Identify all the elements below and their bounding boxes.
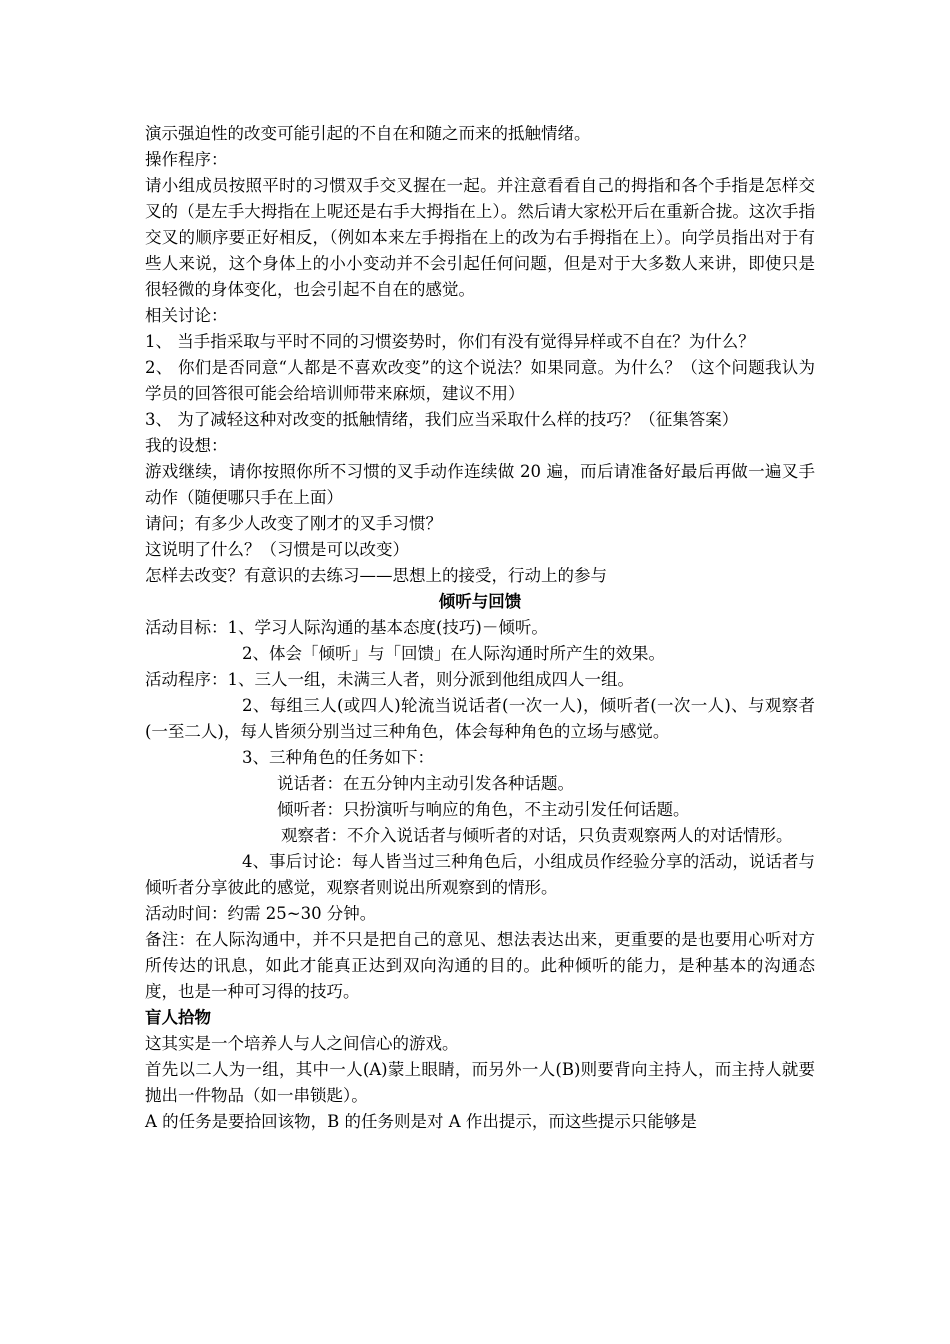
step-line-4-text: 4、事后讨论：每人皆当过三种角色后，小组成员作经验分享的活动，说话者与倾听者分享彼此的感觉，观察者则说出所观察到的情形。 xyxy=(145,852,815,897)
blind-line-2: 首先以二人为一组，其中一人(A)蒙上眼睛，而另外一人(B)则要背向主持人，而主持人就要抛出一件物品（如一串锁匙）。 xyxy=(145,1060,815,1105)
intro-line: 演示强迫性的改变可能引起的不自在和随之而来的抵触情绪。 xyxy=(145,124,591,143)
role-speaker: 说话者：在五分钟内主动引发各种话题。 xyxy=(277,774,574,793)
question-line: 请问；有多少人改变了刚才的叉手习惯？ xyxy=(145,514,442,533)
remark-text: 备注：在人际沟通中，并不只是把自己的意见、想法表达出来，更重要的是也要用心听对方所传达的讯息，如此才能真正达到双向沟通的目的。此种倾听的能力，是种基本的沟通态度，也是一种可习得的技巧。 xyxy=(145,930,815,1001)
section-title-listening: 倾听与回馈 xyxy=(438,592,522,611)
goal-line-1: 活动目标：1、学习人际沟通的基本态度(技巧)－倾听。 xyxy=(145,618,548,637)
role-observer-text: 观察者：不介入说话者与倾听者的对话，只负责观察两人的对话情形。 xyxy=(281,826,793,845)
blind-line-1: 这其实是一个培养人与人之间信心的游戏。 xyxy=(145,1034,459,1053)
step-line-3: 3、三种角色的任务如下： xyxy=(242,748,434,767)
discussion-heading: 相关讨论： xyxy=(145,306,228,325)
role-listener: 倾听者：只扮演听与响应的角色，不主动引发任何话题。 xyxy=(277,800,690,819)
discussion-item-3: 3、 为了减轻这种对改变的抵触情绪，我们应当采取什么样的技巧？（征集答案） xyxy=(145,410,739,429)
blind-line-3: A 的任务是要拾回该物，B 的任务则是对 A 作出提示，而这些提示只能够是 xyxy=(145,1112,697,1131)
activity-time: 活动时间：约需 25~30 分钟。 xyxy=(145,904,377,923)
idea-heading: 我的设想： xyxy=(145,436,228,455)
goal-line-2: 2、体会「倾听」与「回馈」在人际沟通时所产生的效果。 xyxy=(242,644,665,663)
section-title-blind: 盲人拾物 xyxy=(145,1008,211,1027)
discussion-item-2: 2、 你们是否同意“人都是不喜欢改变”的这个说法？如果同意。为什么？（这个问题我认为学员的回答很可能会给培训师带来麻烦，建议不用） xyxy=(145,358,815,403)
idea-text: 游戏继续，请你按照你所不习惯的叉手动作连续做 20 遍，而后请准备好最后再做一遍叉手动作（随便哪只手在上面） xyxy=(145,462,815,507)
step-line-1: 活动程序：1、三人一组，未满三人者，则分派到他组成四人一组。 xyxy=(145,670,634,689)
discussion-item-1: 1、 当手指采取与平时不同的习惯姿势时，你们有没有觉得异样或不自在？为什么？ xyxy=(145,332,755,351)
procedure-text: 请小组成员按照平时的习惯双手交叉握在一起。并注意看看自己的拇指和各个手指是怎样交叉的（是左手大拇指在上呢还是右手大拇指在上）。然后请大家松开后在重新合拢。这次手指交叉的顺序要正好相反，（例如本来左手拇指在上的改为右手拇指在上）。向学员指出对于有些人来说，这个身体上的小小变动并不会引起任何问题，但是对于大多数人来讲，即使只是很轻微的身体变化，也会引起不自在的感觉。 xyxy=(145,176,815,299)
procedure-heading: 操作程序： xyxy=(145,150,228,169)
document-page xyxy=(145,121,815,1135)
step-line-4 xyxy=(145,849,815,901)
meaning-line: 这说明了什么？（习惯是可以改变） xyxy=(145,540,409,559)
change-line: 怎样去改变？有意识的去练习——思想上的接受，行动上的参与 xyxy=(145,566,607,585)
step-line-2-text: 2、每组三人(或四人)轮流当说话者(一次一人)，倾听者(一次一人)、与观察者(一至二人)，每人皆须分别当过三种角色，体会每种角色的立场与感觉。 xyxy=(145,696,815,741)
role-observer xyxy=(145,823,815,849)
step-line-2 xyxy=(145,693,815,745)
